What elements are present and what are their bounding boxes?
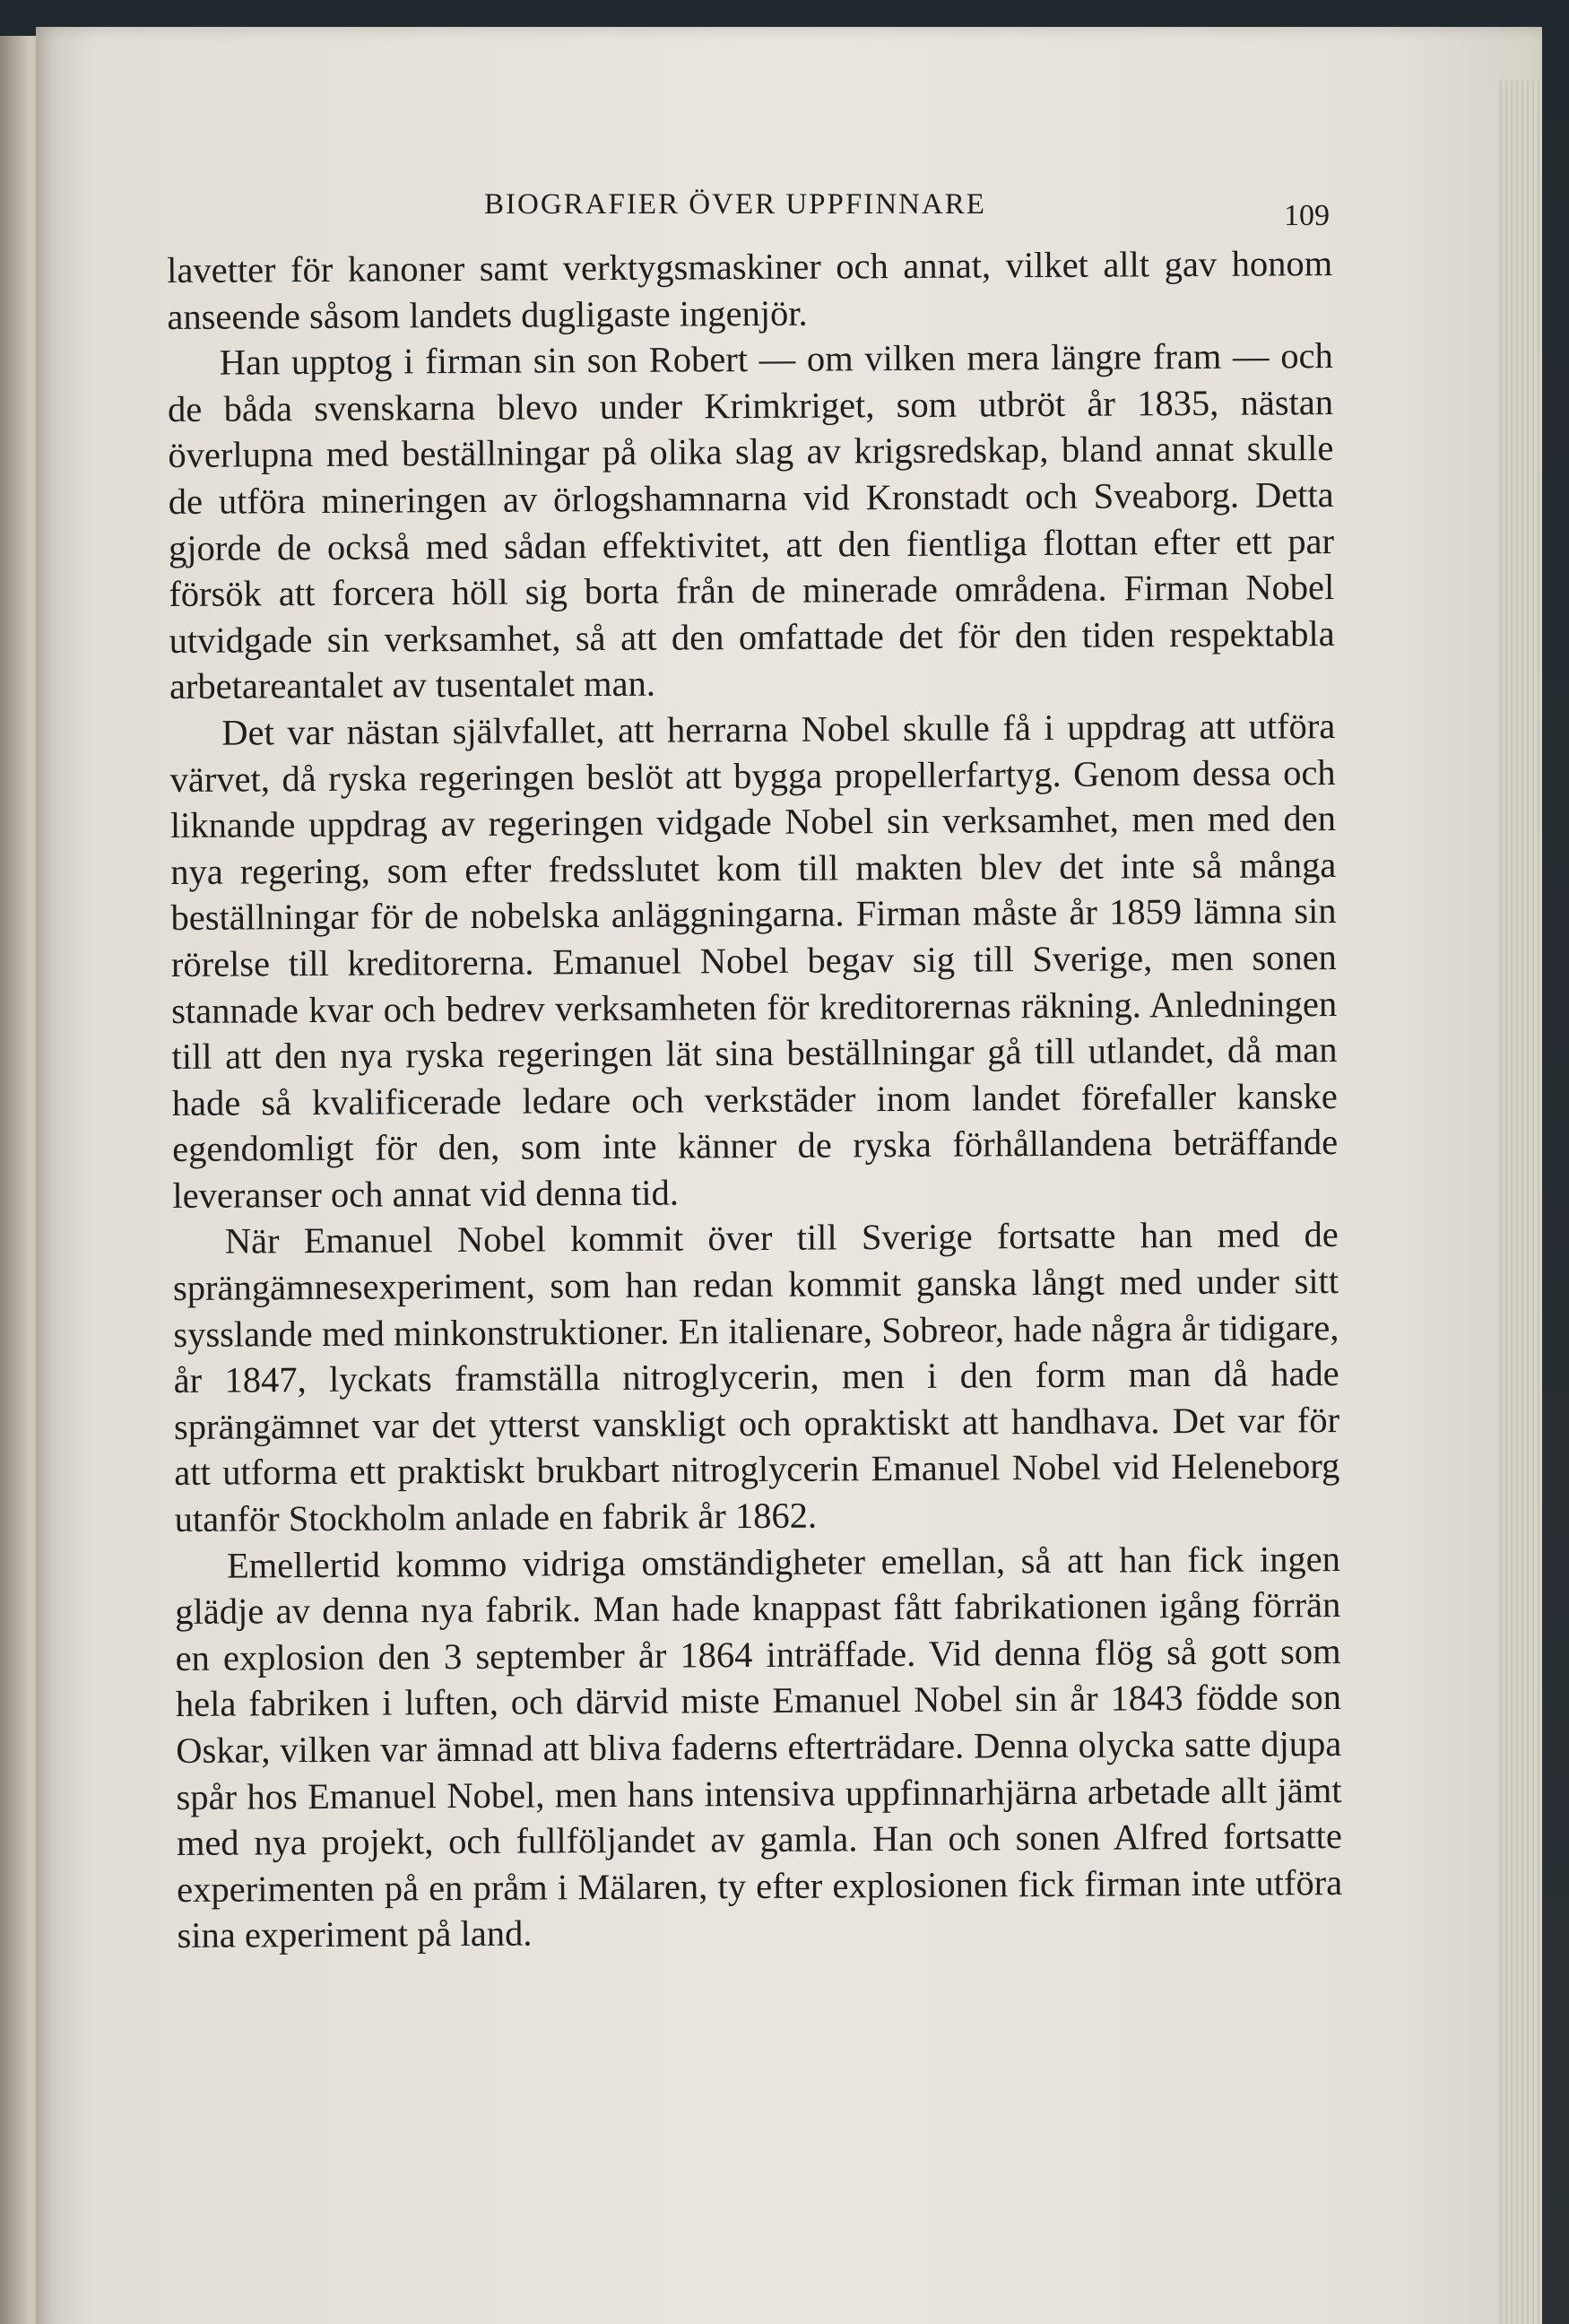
paragraph-2: Han upptog i firman sin son Robert — om vilken mera längre fram — och de båda svenskarna blevo under Krimkriget, som utbröt år 1835, nästan överlupna med beställningar på olika slag av krigsredskap, bland annat skulle de utföra mineringen av örlogshamnarna vid Kronstadt och Sveaborg. Detta gjorde de också med sådan effektivitet, att den fientliga flottan efter ett par försök att forcera höll sig borta från de minerade områdena. Firman Nobel utvidgade sin verksamhet, så att den omfattade det för den tiden respektabla arbetareantalet av tusentalet man. — [167, 335, 1335, 707]
paragraph-4: När Emanuel Nobel kommit över till Sverige fortsatte han med de sprängämnesexperiment, som han redan kommit ganska långt med under sitt sysslande med minkonstruktioner. En italienare, Sobreor, hade några år tidigare, år 1847, lyckats framställa nitroglycerin, men i den form man då hade sprängämnet var det ytterst vanskligt och opraktiskt att handhava. Det var för att utforma ett praktiskt brukbart nitroglycerin Emanuel Nobel vid Heleneborg utanför Stockholm anlade en fabrik år 1862. — [172, 1214, 1340, 1540]
paragraph-1: lavetter för kanoner samt verktygsmaskiner och annat, vilket allt gav honom anseende såsom landets dugligaste ingenjör. — [167, 243, 1333, 337]
paragraph-3: Det var nästan självfallet, att herrarna Nobel skulle få i uppdrag att utföra värvet, då ryska regeringen beslöt att bygga propellerfartyg. Genom dessa och liknande uppdrag av regeringen vidgade Nobel sin verksamhet, men med den nya regering, som efter fredsslutet kom till makten blev det inte så många beställningar för de nobelska anläggningarna. Firman måste år 1859 lämna sin rörelse till kreditorerna. Emanuel Nobel begav sig till Sverige, men sonen stannade kvar och bedrev verksamheten för kreditorernas räkning. Anledningen till att den nya ryska regeringen lät sina beställningar gå till utlandet, då man hade så kvalificerade ledare och verkstäder inom landet förefaller kanske egendomligt för den, som inte känner de ryska förhållandena beträffande leveranser och annat vid denna tid. — [169, 705, 1339, 1216]
running-head: BIOGRAFIER ÖVER UPPFINNARE — [484, 188, 986, 221]
page-number: 109 — [1284, 199, 1330, 232]
paragraph-5: Emellertid kommo vidriga omständigheter emellan, så att han fick ingen glädje av denna nya fabrik. Man hade knappast fått fabrikationen igång förrän en explosion den 3 september år 1864 inträffade. Vid denna flög så gott som hela fabriken i luften, och därvid miste Emanuel Nobel sin år 1843 födde son Oskar, vilken var ämnad att bliva faderns efterträdare. Denna olycka satte djupa spår hos Emanuel Nobel, men hans intensiva uppfinnarhjärna arbetade allt jämt med nya projekt, och fullföljandet av gamla. Han och sonen Alfred fortsatte experimenten på en pråm i Mälaren, ty efter explosionen fick firman inte utföra sina experiment på land. — [175, 1538, 1343, 1956]
page-stack-edges — [1497, 81, 1542, 2324]
body-text — [167, 240, 1343, 1959]
